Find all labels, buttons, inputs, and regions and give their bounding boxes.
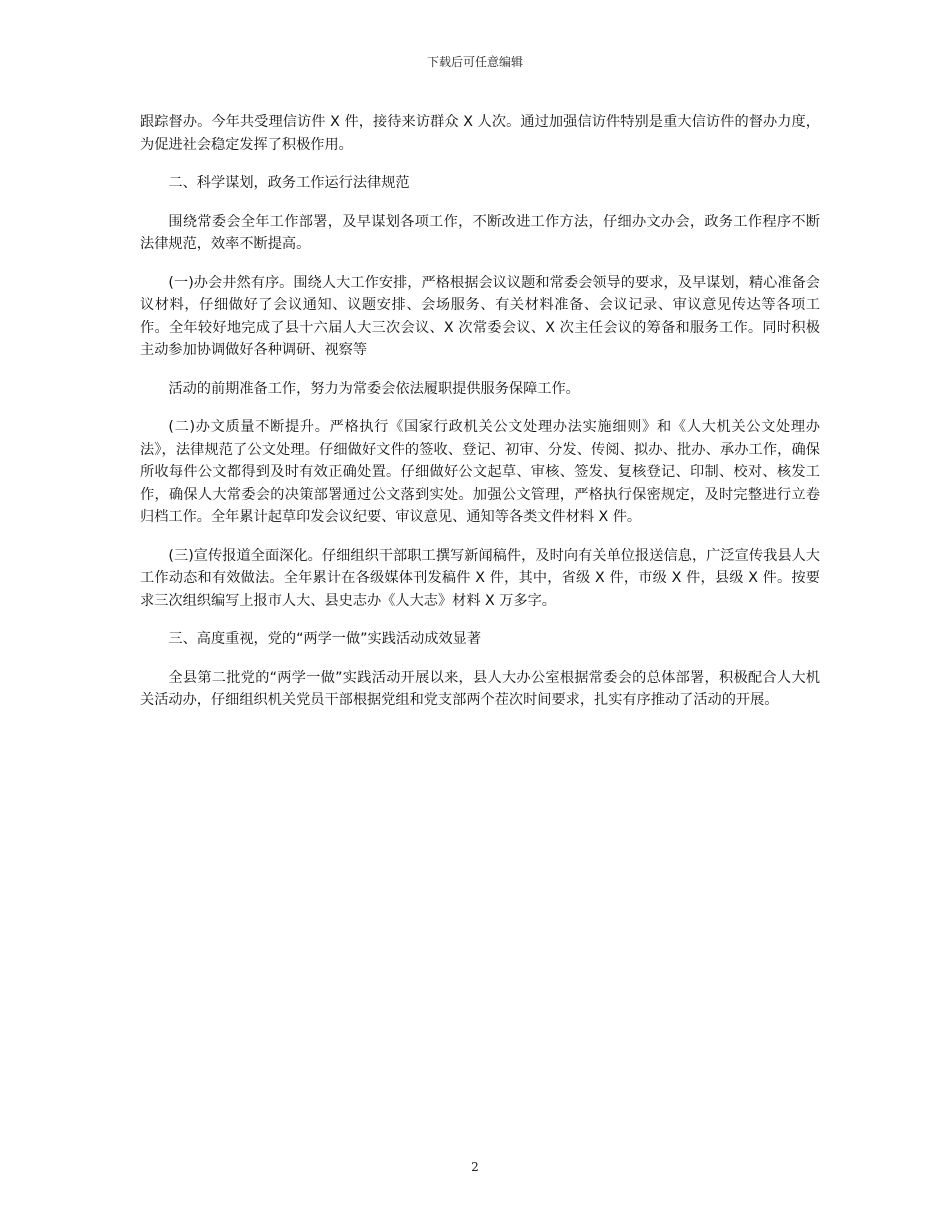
paragraph: 围绕常委会全年工作部署，及早谋划各项工作，不断改进工作方法，仔细办文办会，政务工作程序不断法律规范，效率不断提高。 (140, 213, 820, 252)
document-body (140, 111, 820, 728)
paragraph: 全县第二批党的“两学一做”实践活动开展以来，县人大办公室根据常委会的总体部署，积极配合人大机关活动办，仔细组织机关党员干部根据党组和党支部两个茬次时间要求，扎实有序推动了活动的开展。 (140, 669, 820, 708)
page-number: 2 (471, 1160, 479, 1174)
section-heading-2: 二、科学谋划，政务工作运行法律规范 (168, 175, 410, 191)
paragraph: 活动的前期准备工作，努力为常委会依法履职提供服务保障工作。 (168, 380, 580, 397)
section-heading-3: 三、高度重视，党的“两学一做”实践活动成效显著 (168, 631, 482, 647)
paragraph-item-2: (二)办文质量不断提升。严格执行《国家行政机关公文处理办法实施细则》和《人大机关公文处理办法》，法律规范了公文处理。仔细做好文件的签收、登记、初审、分发、传阅、拟办、批办、承办工作，确保所收每件公文都得到及时有效正确处置。仔细做好公文起草、审核、签发、复核登记、印制、校对、核发工作，确保人大常委会的决策部署通过公文落到实处。加强公文管理，严格执行保密规定，及时完整进行立卷归档工作。全年累计起草印发会议纪要、审议意见、通知等各类文件材料 X 件。 (140, 419, 820, 525)
page-header: 下载后可任意编辑 (426, 55, 523, 69)
paragraph-item-3: (三)宣传报道全面深化。仔细组织干部职工撰写新闻稿件，及时向有关单位报送信息，广泛宣传我县人大工作动态和有效做法。全年累计在各级媒体刊发稿件 X 件，其中，省级 X 件，市级 X 件，县级 X 件。按要求三次组织编写上报市人大、县史志办《人大志》材料 X 万多字。 (140, 547, 820, 609)
paragraph-continuation: 跟踪督办。今年共受理信访件 X 件，接待来访群众 X 人次。通过加强信访件特别是重大信访件的督办力度，为促进社会稳定发挥了积极作用。 (140, 114, 820, 153)
paragraph-item-1: (一)办会井然有序。围绕人大工作安排，严格根据会议议题和常委会领导的要求，及早谋划，精心准备会议材料，仔细做好了会议通知、议题安排、会场服务、有关材料准备、会议记录、审议意见传达等各项工作。全年较好地完成了县十六届人大三次会议、X 次常委会议、X 次主任会议的筹备和服务工作。同时积极主动参加协调做好各种调研、视察等 (140, 274, 820, 358)
